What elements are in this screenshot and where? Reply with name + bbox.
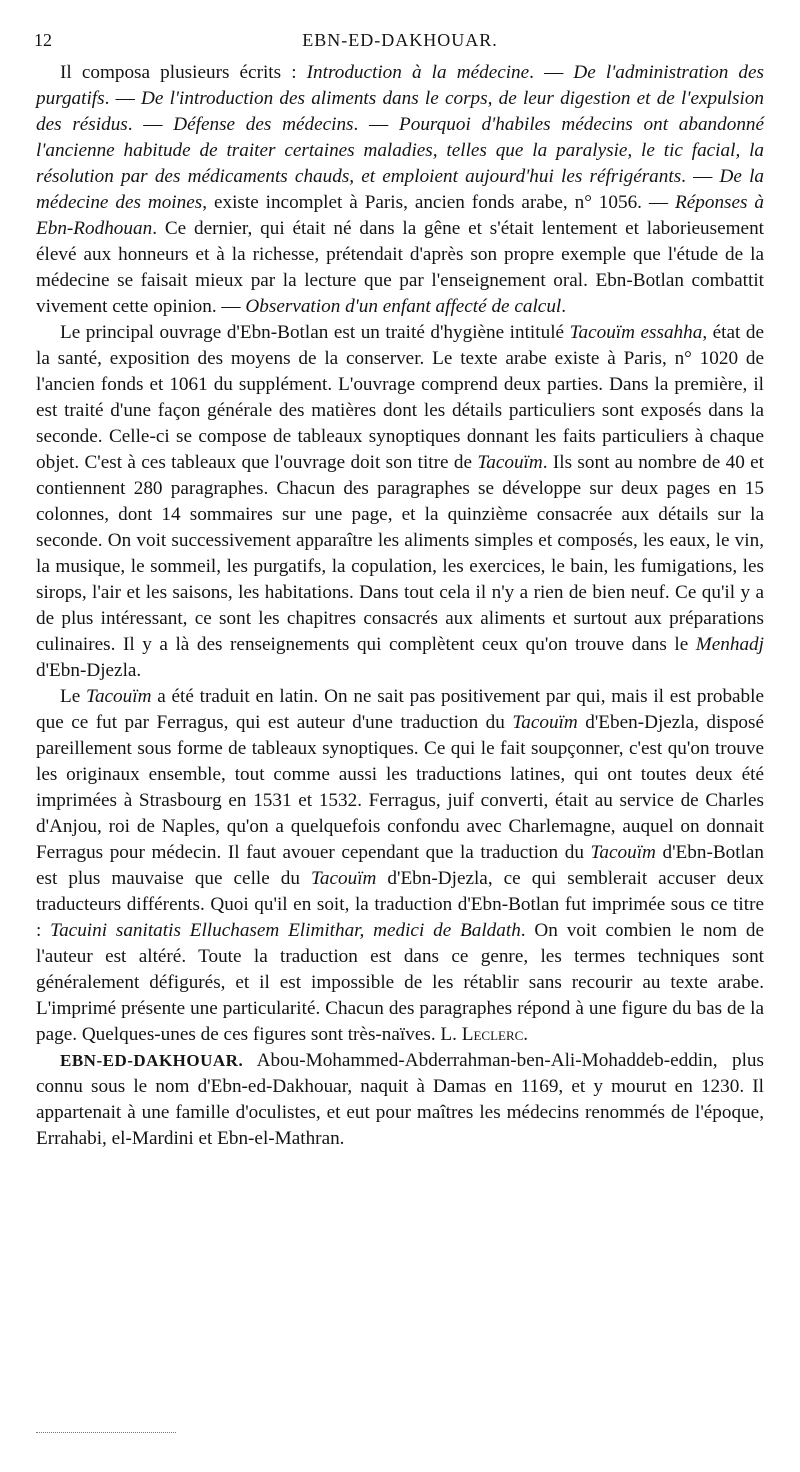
- work-title: Pourquoi d'habiles médecins ont abandonné l'ancienne habitude de traiter certaines maladies, telles que la paralysie, le tic facial, la résolution par des médicaments chauds, et emploient aujourd'hui les réfrigérants: [36, 114, 765, 187]
- work-title: Tacouïm: [512, 712, 578, 733]
- work-title: Observation d'un enfant affecté de calcul: [245, 296, 562, 317]
- paragraph-tacouim: Le principal ouvrage d'Ebn-Botlan est un traité d'hygiène intitulé Tacouïm essahha, état de la santé, exposition des moyens de la conserver. Le texte arabe existe à Paris, n° 1020 de l'ancien fonds et 1061 du supplément. L'ouvrage comprend deux parties. Dans la première, il est traité d'une façon générale des matières dont les détails particuliers sont exposés dans la seconde. Celle-ci se compose de tableaux synoptiques donnant les faits particuliers à chaque objet. C'est à ces tableaux que l'ouvrage doit son titre de Tacouïm. Ils sont au nombre de 40 et contiennent 280 paragraphes. Chacun des paragraphes se développe sur deux pages en 15 colonnes, dont 14 sommaires sur une page, et la quinzième consacrée aux détails sur la seconde. On voit successivement apparaître les aliments simples et composés, les eaux, le vin, la musique, le sommeil, les purgatifs, la copulation, les exercices, le bain, les fumigations, les sirops, l'air et les saisons, les habitations. Dans tout cela il n'y a rien de bien neuf. Ce qu'il y a de plus intéressant, ce sont les chapitres consacrés aux aliments et surtout aux préparations culinaires. Il y a là des renseignements qui complètent ceux qu'on trouve dans le Menhadj d'Ebn-Djezla.: [36, 322, 764, 681]
- footer-rule: [36, 1432, 176, 1433]
- work-title: De l'introduction des aliments dans le corps, de leur digestion et de l'expulsion des résidus: [36, 88, 765, 135]
- paragraph-writings: Il composa plusieurs écrits : Introduction à la médecine. — De l'administration des purgatifs. — De l'introduction des aliments dans le corps, de leur digestion et de l'expulsion des résidus. — Défense des médecins. — Pourquoi d'habiles médecins ont abandonné l'ancienne habitude de traiter certaines maladies, telles que la paralysie, le tic facial, la résolution par des médicaments chauds, et emploient aujourd'hui les réfrigérants. — De la médecine des moines, existe incomplet à Paris, ancien fonds arabe, n° 1056. — Réponses à Ebn-Rodhouan. Ce dernier, qui était né dans la gêne et s'était lentement et laborieusement élevé aux honneurs et à la richesse, prétendait d'après son propre exemple que l'étude de la médecine se faisait mieux par la lecture que par l'enseignement oral. Ebn-Botlan combattit vivement cette opinion. — Observation d'un enfant affecté de calcul.: [36, 62, 765, 317]
- work-title: Défense des médecins: [173, 114, 354, 135]
- work-title: Tacouïm: [590, 842, 656, 863]
- work-title: Tacouïm: [310, 868, 377, 889]
- work-title: Réponses à Ebn-Rodhouan: [36, 192, 764, 239]
- article-body: [36, 60, 764, 1152]
- work-title: Tacuini sanitatis Elluchasem Elimithar, medici de Baldath: [50, 920, 521, 941]
- work-title: Tacouïm: [86, 686, 152, 707]
- work-title: Tacouïm essahha: [569, 322, 703, 343]
- running-header: [36, 30, 764, 54]
- work-title: Introduction à la médecine: [306, 62, 530, 83]
- work-title: Tacouïm: [477, 452, 543, 473]
- document-page: [36, 30, 764, 1152]
- work-title: Menhadj: [695, 634, 764, 655]
- paragraph-translation: Le Tacouïm a été traduit en latin. On ne sait pas positivement par qui, mais il est probable que ce fut par Ferragus, qui est auteur d'une traduction du Tacouïm d'Eben-Djezla, disposé pareillement sous forme de tableaux synoptiques. Ce qui le fait soupçonner, c'est qu'on trouve les originaux ensemble, tout comme aussi les traductions latines, qui ont toutes deux été imprimées à Strasbourg en 1531 et 1532. Ferragus, juif converti, était au service de Charles d'Anjou, roi de Naples, qu'on a quelquefois confondu avec Charlemagne, auquel on donnait Ferragus pour médecin. Il faut avouer cependant que la traduction du Tacouïm d'Ebn-Botlan est plus mauvaise que celle du Tacouïm d'Ebn-Djezla, ce qui semblerait accuser deux traducteurs différents. Quoi qu'il en soit, la traduction d'Ebn-Botlan fut imprimée sous ce titre : Tacuini sanitatis Elluchasem Elimithar, medici de Baldath. On voit combien le nom de l'auteur est altéré. Toute la traduction est dans ce genre, les termes techniques sont généralement défigurés, et il est impossible de les rétablir sans recourir au texte arabe. L'imprimé présente une particularité. Chacun des paragraphes répond à une figure du bas de la page. Quelques-unes de ces figures sont très-naïves. L. Leclerc.: [36, 686, 764, 1045]
- author-signature: L. Leclerc: [440, 1024, 524, 1045]
- entry-ebn-ed-dakhouar: [36, 1048, 764, 1152]
- work-title: De l'administration des purgatifs: [36, 62, 765, 109]
- entry-text: Abou-Mohammed-Abderrahman-ben-Ali-Mohaddeb-eddin, plus connu sous le nom d'Ebn-ed-Dakhouar, naquit à Damas en 1169, et y mourut en 1230. Il appartenait à une famille d'oculistes, et eut pour maîtres les médecins renommés de l'époque, Errahabi, el-Mardini et Ebn-el-Mathran.: [36, 1050, 764, 1149]
- entry-headword: EBN-ED-DAKHOUAR.: [60, 1051, 244, 1070]
- running-title: EBN-ED-DAKHOUAR.: [302, 30, 498, 50]
- page-number: 12: [34, 30, 52, 50]
- work-title: De la médecine des moines: [36, 166, 764, 213]
